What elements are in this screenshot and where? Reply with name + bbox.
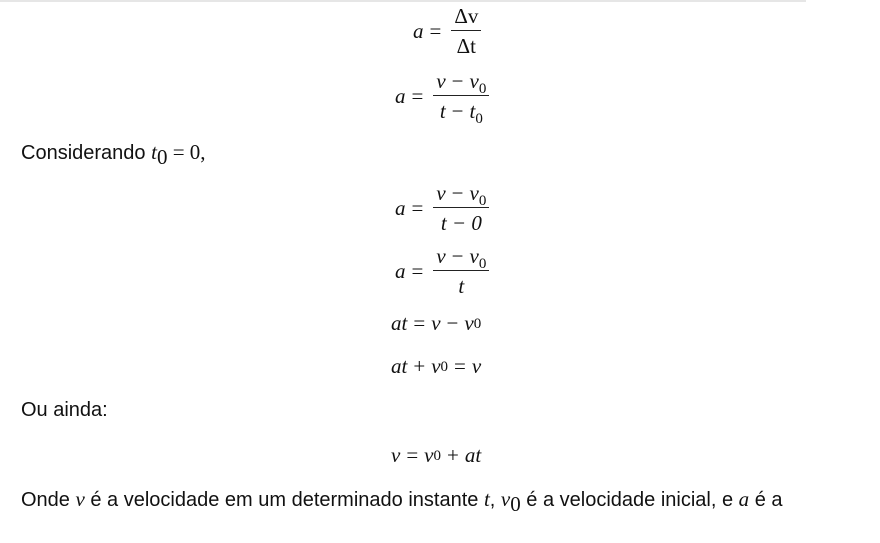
eq6-v0: v (431, 354, 441, 378)
eq2-num-v: v (436, 69, 446, 93)
eq4-num-minus: − (451, 244, 464, 268)
eq4-num-v0-sub: 0 (478, 256, 487, 272)
eq4-denominator: t (458, 274, 465, 299)
eq2-denominator (437, 96, 486, 128)
eq4-equals: = (411, 258, 424, 283)
eq1-denominator: Δt (456, 34, 477, 59)
line3-part1: Onde (21, 489, 76, 511)
line3-var-a: a (738, 487, 750, 511)
line3-part4: é a (749, 489, 783, 511)
equation-over-t (395, 244, 489, 298)
line1-var-sub: 0 (156, 145, 168, 169)
eq4-num-v0: v (469, 244, 479, 268)
equation-acceleration-expanded (395, 69, 489, 128)
equation-at-equals: at = v − v 0 (391, 311, 482, 335)
eq3-num-v: v (436, 181, 446, 205)
eq5-v: v (431, 311, 441, 335)
text-where-v-is (21, 487, 783, 516)
line3-comma: , (489, 489, 501, 511)
eq6-rhs: v (471, 354, 482, 378)
eq4-num-v: v (436, 244, 446, 268)
eq2-num-v0-sub: 0 (478, 81, 487, 97)
line3-var-t: t (483, 487, 490, 511)
eq2-num-minus: − (451, 69, 464, 93)
eq7-equals: = (406, 443, 419, 467)
eq3-equals: = (411, 195, 424, 220)
eq6-lhs: at (391, 354, 408, 378)
eq7-at: at (464, 443, 482, 467)
eq5-equals: = (413, 311, 426, 335)
text-or-else: Ou ainda: (21, 399, 108, 421)
eq2-den-t: t (439, 99, 446, 124)
eq2-lhs: a (395, 83, 406, 108)
equation-acceleration-definition (413, 4, 481, 58)
eq5-lhs: at (391, 311, 408, 335)
eq2-den-t0: t (469, 99, 476, 124)
line1-var-t: t (151, 140, 157, 164)
eq2-fraction (433, 69, 489, 128)
line3-var-v0: v (500, 487, 511, 511)
text-considering-t0 (21, 140, 206, 169)
eq7-lhs: v (391, 443, 401, 467)
eq2-equals: = (411, 83, 424, 108)
eq5-v0: v (464, 311, 474, 335)
eq1-equals: = (429, 18, 442, 43)
eq2-numerator (433, 69, 489, 96)
line1-text: Considerando (21, 142, 152, 164)
eq1-numerator: Δv (451, 4, 481, 31)
eq3-numerator (433, 181, 489, 208)
eq6-plus: + (413, 354, 426, 378)
equation-velocity-function: v = v 0 + at (391, 443, 482, 467)
eq5-minus: − (446, 311, 459, 335)
eq2-num-v0: v (469, 69, 479, 93)
eq3-lhs: a (395, 195, 406, 220)
line3-var-v: v (75, 487, 85, 511)
eq7-v0: v (424, 443, 434, 467)
eq6-equals: = (454, 354, 466, 378)
eq3-num-minus: − (451, 181, 464, 205)
eq2-den-t0-sub: 0 (475, 111, 483, 128)
eq4-numerator (433, 244, 489, 271)
eq3-fraction (433, 181, 489, 235)
eq3-num-v0-sub: 0 (478, 193, 487, 209)
eq4-fraction (433, 244, 489, 298)
page-top-border (0, 0, 806, 2)
eq7-plus: + (447, 443, 459, 467)
eq1-lhs: a (413, 18, 424, 43)
eq3-denominator: t − 0 (440, 211, 482, 236)
line3-part3: é a velocidade inicial, e (520, 489, 739, 511)
line3-part2: é a velocidade em um determinado instante (84, 489, 484, 511)
eq4-lhs: a (395, 258, 406, 283)
eq1-fraction (451, 4, 481, 58)
line3-var-v0-sub: 0 (510, 492, 521, 516)
equation-at-plus-v0: at + v 0 = v (391, 354, 482, 378)
eq2-den-minus: − (451, 99, 464, 124)
line1-rest: = 0, (167, 140, 206, 164)
eq3-num-v0: v (469, 181, 479, 205)
equation-substitute-t0 (395, 181, 489, 235)
